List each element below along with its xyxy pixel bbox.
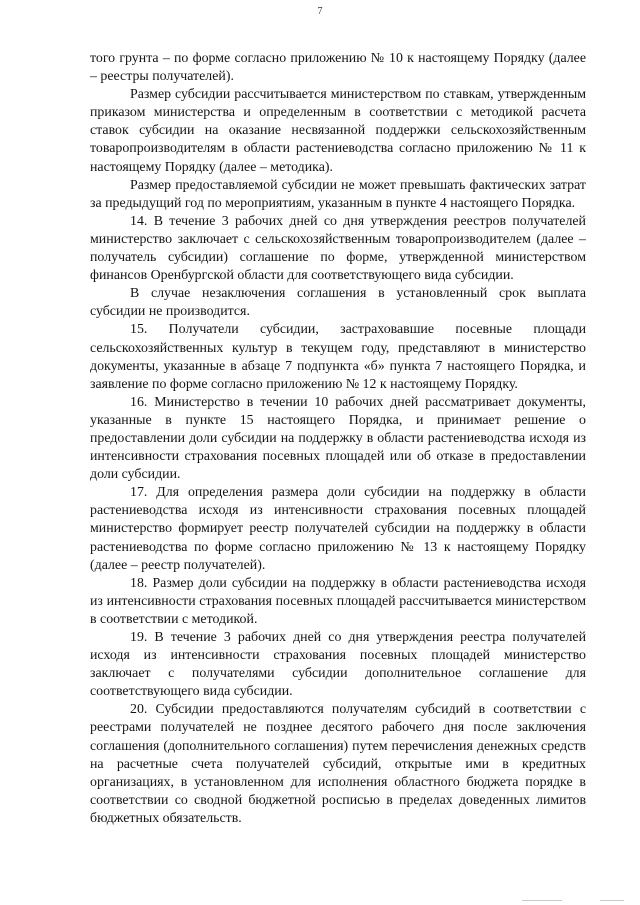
paragraph-item-20-text: Субсидии предоставляются получателям субсидий в соответствии с реестрами получателей не позднее десятого рабочего дня после заключения соглашения (дополнительного соглашения) путем перечисления денежных средств на расчетные счета получателей субсидий, открытые ими в кредитных организациях, в установленном для исполнения областного бюджета порядке в соответствии со сводной бюджетной росписью в пределах доведенных лимитов бюджетных обязательств. xyxy=(90,702,586,826)
paragraph-item-14: 14. В течение 3 рабочих дней со дня утверждения реестров получателей министерство заключает с сельскохозяйственным товаропроизводителем (далее – получатель субсидии) соглашение по форме, утвержденной министерством финансов Оренбургской области для соответствующего вида субсидии. xyxy=(90,213,586,284)
document-body xyxy=(90,50,586,828)
paragraph-no-agreement: В случае незаключения соглашения в установленный срок выплата субсидии не производится. xyxy=(90,286,586,320)
paragraph-item-20 xyxy=(90,701,586,828)
scan-artifact xyxy=(522,900,562,901)
paragraph-item-16: 16. Министерство в течении 10 рабочих дней рассматривает документы, указанные в пункте 15 настоящего Порядка, и принимает решение о предоставлении доли субсидии на поддержку в области растениеводства исходя из интенсивности страхования посевных площадей или об отказе в предоставлении доли субсидии. xyxy=(90,394,586,483)
paragraph-continuation: того грунта – по форме согласно приложению № 10 к настоящему Порядку (далее – реестры получателей). xyxy=(90,51,586,85)
paragraph-item-18: 18. Размер доли субсидии на поддержку в области растениеводства исходя из интенсивности страхования посевных площадей рассчитывается министерством в соответствии с методикой. xyxy=(90,575,586,627)
page-number: 7 xyxy=(317,6,323,17)
paragraph-item-20-number: 20. xyxy=(130,702,156,718)
paragraph-item-19: 19. В течение 3 рабочих дней со дня утверждения реестра получателей исходя из интенсивности страхования посевных площадей министерство заключает с получателями субсидии дополнительное соглашение для соответствующего вида субсидии. xyxy=(90,630,586,700)
paragraph-item-15: 15. Получатели субсидии, застраховавшие посевные площади сельскохозяйственных культур в текущем году, представляют в министерство документы, указанные в абзаце 7 подпункта «б» пункта 7 настоящего Порядка, и заявление по форме согласно приложению № 12 к настоящему Порядку. xyxy=(90,322,586,392)
paragraph-item-17: 17. Для определения размера доли субсидии на поддержку в области растениеводства исходя из интенсивности страхования посевных площадей министерство формирует реестр получателей субсидии на поддержку в области растениеводства по форме согласно приложению № 13 к настоящему Порядку (далее – реестр получателей). xyxy=(90,485,586,573)
paragraph-subsidy-calculation: Размер субсидии рассчитывается министерством по ставкам, утвержденным приказом министерства и определенным в соответствии с методикой расчета ставок субсидии на оказание несвязанной поддержки сельскохозяйственным товаропроизводителям в области растениеводства согласно приложению № 11 к настоящему Порядку (далее – методика). xyxy=(90,87,586,175)
scan-artifact xyxy=(600,900,624,901)
paragraph-subsidy-limit: Размер предоставляемой субсидии не может превышать фактических затрат за предыдущий год по мероприятиям, указанным в пункте 4 настоящего Порядка. xyxy=(90,177,586,211)
